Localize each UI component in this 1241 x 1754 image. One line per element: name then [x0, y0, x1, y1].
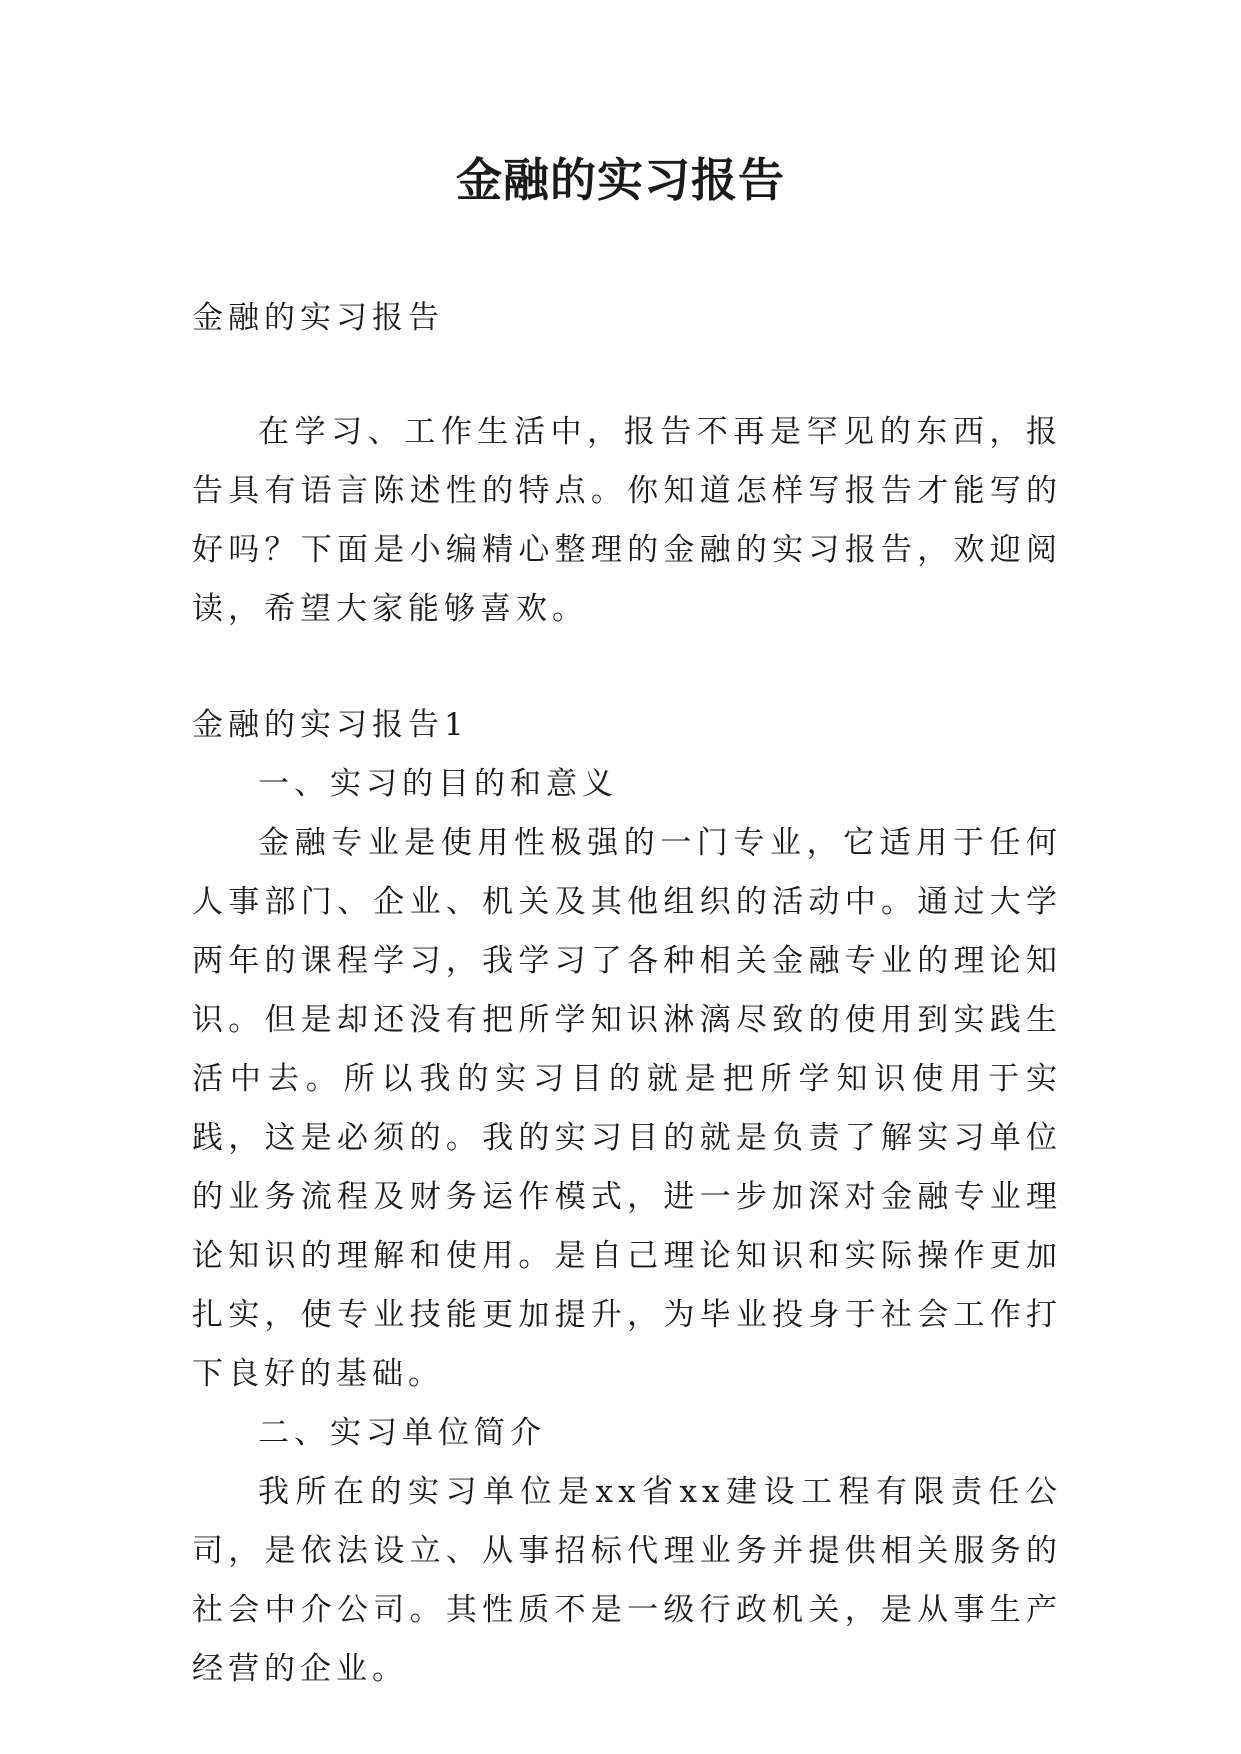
- report-section: [192, 696, 1062, 1699]
- heading-purpose: 一、实习的目的和意义: [258, 766, 618, 802]
- intro-paragraph: 在学习、工作生活中，报告不再是罕见的东西，报告具有语言陈述性的特点。你知道怎样写报告才能写的好吗？下面是小编精心整理的金融的实习报告，欢迎阅读，希望大家能够喜欢。: [192, 414, 1062, 627]
- heading-company: 二、实习单位简介: [258, 1415, 546, 1451]
- paragraph-purpose: 金融专业是使用性极强的一门专业，它适用于任何人事部门、企业、机关及其他组织的活动中。通过大学两年的课程学习，我学习了各种相关金融专业的理论知识。但是却还没有把所学知识淋漓尽致的使用到实践生活中去。所以我的实习目的就是把所学知识使用于实践，这是必须的。我的实习目的就是负责了解实习单位的业务流程及财务运作模式，进一步加深对金融专业理论知识的理解和使用。是自己理论知识和实际操作更加扎实，使专业技能更加提升，为毕业投身于社会工作打下良好的基础。: [192, 825, 1062, 1392]
- paragraph-company: 我所在的实习单位是xx省xx建设工程有限责任公司，是依法设立、从事招标代理业务并提供相关服务的社会中介公司。其性质不是一级行政机关，是从事生产经营的企业。: [192, 1474, 1062, 1687]
- section-title: 金融的实习报告1: [192, 707, 469, 743]
- document-subtitle: 金融的实习报告: [192, 300, 444, 336]
- document-title: 金融的实习报告: [456, 153, 785, 207]
